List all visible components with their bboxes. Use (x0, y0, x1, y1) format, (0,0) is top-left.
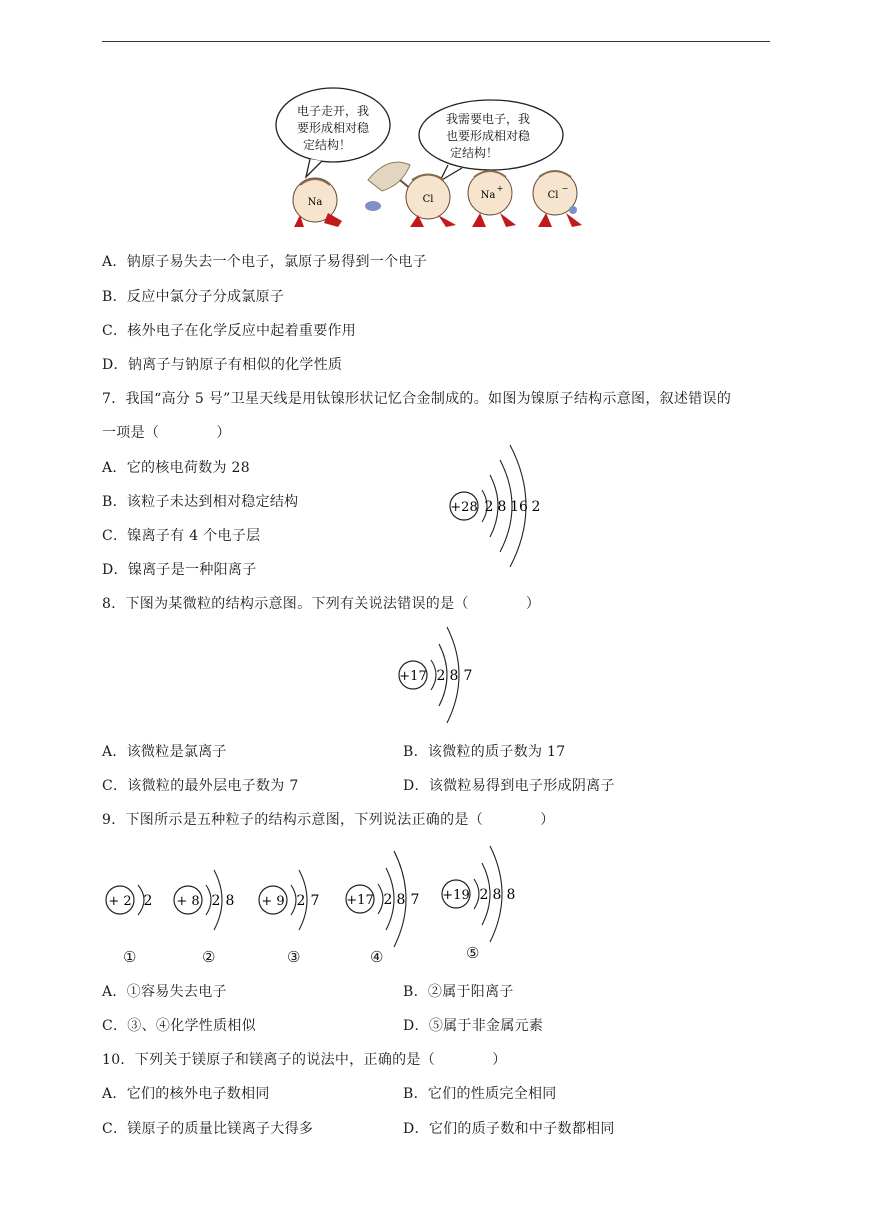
nucleus-charge: +28 (450, 500, 478, 515)
q9-diagram-1 (100, 870, 160, 930)
q9-label-1: ① (123, 948, 137, 966)
q9-label-3: ③ (287, 948, 301, 966)
nucleus-charge: +17 (399, 669, 427, 684)
bubble-right-line-1: 我需要电子，我 (445, 112, 531, 126)
q10-option-b: B．它们的性质完全相同 (403, 1086, 557, 1102)
cartoon-label-na: Na (307, 197, 323, 208)
q7-option-b: B．该粒子未达到相对稳定结构 (102, 494, 299, 510)
q9-stem: 9．下图所示是五种粒子的结构示意图，下列说法正确的是（ ） (102, 812, 555, 828)
q6-option-b: B．反应中氯分子分成氯原子 (102, 289, 285, 305)
shell-electrons-2: 8 (497, 499, 507, 515)
shell-electrons-3: 7 (410, 892, 420, 908)
q7-option-a: A．它的核电荷数为 28 (102, 460, 250, 476)
q8-option-a: A．该微粒是氯离子 (102, 744, 227, 760)
q6-option-c: C．核外电子在化学反应中起着重要作用 (102, 323, 357, 339)
shell-electrons-2: 8 (396, 892, 406, 908)
q9-option-c: C．③、④化学性质相似 (102, 1018, 257, 1034)
q9-option-b: B．②属于阳离子 (403, 984, 514, 1000)
cartoon-label-na-ion: Na (480, 190, 496, 201)
bubble-left-line-1: 电子走开，我 (296, 104, 370, 118)
q10-option-c: C．镁原子的质量比镁离子大得多 (102, 1121, 314, 1137)
q10-option-a: A．它们的核外电子数相同 (102, 1086, 270, 1102)
q7-option-d: D．镍离子是一种阳离子 (102, 562, 257, 578)
shell-electrons-1: 2 (484, 499, 494, 515)
q7-stem-line-1: 7．我国“高分 5 号”卫星天线是用钛镍形状记忆合金制成的。如图为镍原子结构示意图，叙述错误的 (102, 391, 732, 407)
q9-diagram-5 (438, 844, 528, 950)
chlorine-atom-diagram (395, 622, 485, 728)
bubble-left-line-3: 定结构！ (302, 138, 352, 152)
nucleus-charge: +19 (442, 888, 470, 903)
q7-option-c: C．镍离子有 4 个电子层 (102, 528, 261, 544)
q9-diagram-3 (255, 862, 330, 938)
shell-electrons-2: 8 (225, 893, 235, 909)
cartoon-cl-atom (406, 175, 456, 228)
header-rule (102, 41, 770, 42)
q8-stem: 8．下图为某微粒的结构示意图。下列有关说法错误的是（ ） (102, 596, 541, 612)
cartoon-cl-ion (533, 171, 582, 227)
q9-label-4: ④ (370, 948, 384, 966)
shell-electrons-1: 2 (143, 893, 153, 909)
bubble-left-line-2: 要形成相对稳 (296, 121, 370, 135)
q10-stem: 10．下列关于镁原子和镁离子的说法中，正确的是（ ） (102, 1052, 507, 1068)
shell-electrons-1: 2 (383, 892, 393, 908)
nucleus-charge: + 8 (176, 894, 200, 909)
shell-electrons-2: 8 (492, 887, 502, 903)
cartoon-na-ion (468, 171, 516, 227)
shell-electrons-3: 8 (506, 887, 516, 903)
q9-label-5: ⑤ (466, 944, 480, 962)
shell-electrons-1: 2 (436, 668, 446, 684)
shell-electrons-4: 2 (531, 499, 541, 515)
q7-stem-line-2: 一项是（ ） (102, 425, 231, 441)
cartoon-label-cl: Cl (422, 194, 434, 205)
q6-option-d: D．钠离子与钠原子有相似的化学性质 (102, 357, 343, 373)
q8-option-d: D．该微粒易得到电子形成阴离子 (403, 778, 615, 794)
shell-electrons-2: 8 (449, 668, 459, 684)
bubble-right-line-2: 也要形成相对稳 (445, 129, 531, 143)
cartoon-label-cl-ion: Cl (547, 190, 559, 201)
shell-electrons-3: 7 (463, 668, 473, 684)
nucleus-charge: + 9 (261, 894, 285, 909)
q8-option-c: C．该微粒的最外层电子数为 7 (102, 778, 299, 794)
shell-electrons-1: 2 (211, 893, 221, 909)
q9-label-2: ② (202, 948, 216, 966)
q10-option-d: D．它们的质子数和中子数都相同 (403, 1121, 615, 1137)
shell-electrons-2: 7 (310, 893, 320, 909)
sodium-chlorine-cartoon (270, 85, 590, 235)
cartoon-charge-na: + (496, 184, 504, 193)
shell-electrons-1: 2 (479, 887, 489, 903)
q9-option-a: A．①容易失去电子 (102, 984, 227, 1000)
q9-diagram-4 (342, 846, 432, 952)
nucleus-charge: +17 (346, 893, 374, 908)
cartoon-na-atom (293, 178, 342, 227)
q6-option-a: A．钠原子易失去一个电子，氯原子易得到一个电子 (102, 254, 428, 270)
shell-electrons-3: 16 (510, 499, 528, 515)
nickel-atom-diagram (440, 440, 560, 572)
q9-option-d: D．⑤属于非金属元素 (403, 1018, 544, 1034)
cartoon-charge-cl: − (561, 184, 569, 193)
shell-electrons-1: 2 (296, 893, 306, 909)
q8-option-b: B．该微粒的质子数为 17 (403, 744, 566, 760)
nucleus-charge: + 2 (108, 894, 132, 909)
q9-diagram-2 (170, 862, 245, 938)
bubble-right-line-3: 定结构！ (449, 146, 499, 160)
